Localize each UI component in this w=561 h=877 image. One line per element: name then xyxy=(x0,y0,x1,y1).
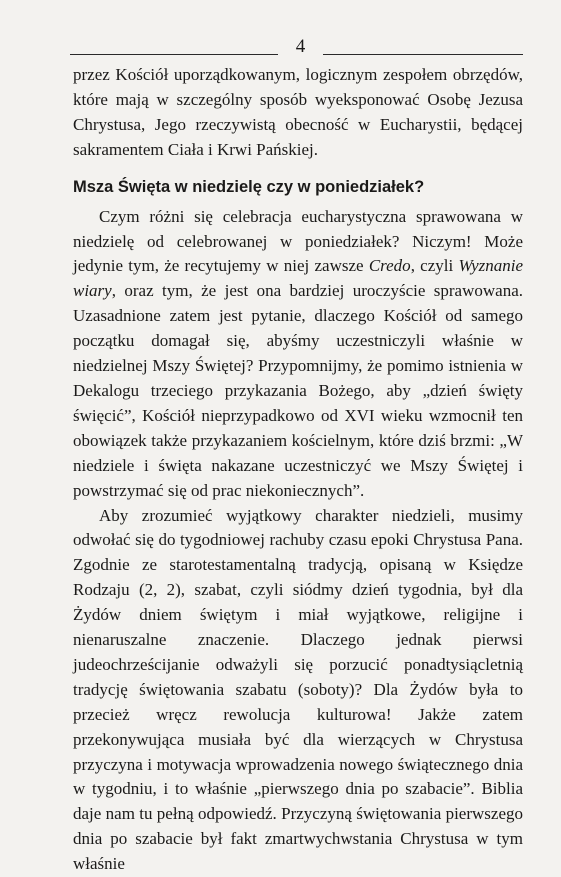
page-body xyxy=(73,63,523,877)
paragraph-text: Czym różni się celebracja eucharystyczna sprawowana w niedzielę od celebrowanej w poniedziałek? Niczym! Może jedynie tym, że recytujemy w niej zawsze xyxy=(73,207,523,276)
paragraph-sabbath: Aby zrozumieć wyjątkowy charakter niedzieli, musimy odwołać się do tygodniowej rachuby czasu epoki Chrystusa Pana. Zgodnie ze starotestamentalną tradycją, opisaną w Księdze Rodzaju (2, 2), szabat, czyli siódmy dzień tygodnia, był dla Żydów dniem świętym i miał wyjątkowe, religijne i nienaruszalne znaczenie. Dlaczego jednak pierwsi judeochrześcijanie odważyli się porzucić ponadtysiącletnią tradycję świętowania szabatu (soboty)? Dla Żydów była to przecież wręcz rewolucja kulturowa! Jakże zatem przekonywująca musiała być dla wierzących w Chrystusa przyczyna i motywacja wprowadzenia nowego świątecznego dnia w tygodniu, i to właśnie „pierwszego dnia po szabacie”. Biblia daje nam tu pełną odpowiedź. Przyczyną świętowania pierwszego dnia po szabacie był fakt zmartwychwstania Chrystusa w tym właśnie xyxy=(73,504,523,877)
credo-term: Credo xyxy=(369,256,411,275)
section-heading: Msza Święta w niedzielę czy w poniedziałek? xyxy=(73,175,523,199)
header-rule-right xyxy=(323,54,523,55)
header-rule-left xyxy=(70,54,278,55)
paragraph-continued: przez Kościół uporządkowanym, logicznym zespołem obrzędów, które mają w szczególny sposób wyeksponować Osobę Jezusa Chrystusa, Jego rzeczywistą obecność w Eucharystii, będącej sakramentem Ciała i Krwi Pańskiej. xyxy=(73,63,523,163)
page-number: 4 xyxy=(278,36,323,58)
wyznanie-wiary-term: Wyznanie wiary xyxy=(73,256,523,300)
paragraph-sunday-vs-monday xyxy=(73,205,523,504)
paragraph-text: , czyli xyxy=(411,256,459,275)
paragraph-text: , oraz tym, że jest ona bardziej uroczyście sprawowana. Uzasadnione zatem jest pytanie, dlaczego Kościół od samego początku domagał się, abyśmy uczestniczyli właśnie w niedzielnej Mszy Świętej? Przypomnijmy, że pomimo istnienia w Dekalogu trzeciego przykazania Bożego, aby „dzień święty święcić”, Kościół nieprzypadkowo od XVI wieku wzmocnił ten obowiązek także przykazaniem kościelnym, które dziś brzmi: „W niedziele i święta nakazane uczestniczyć we Mszy Świętej i powstrzymać się od prac niekoniecznych”. xyxy=(73,281,523,499)
